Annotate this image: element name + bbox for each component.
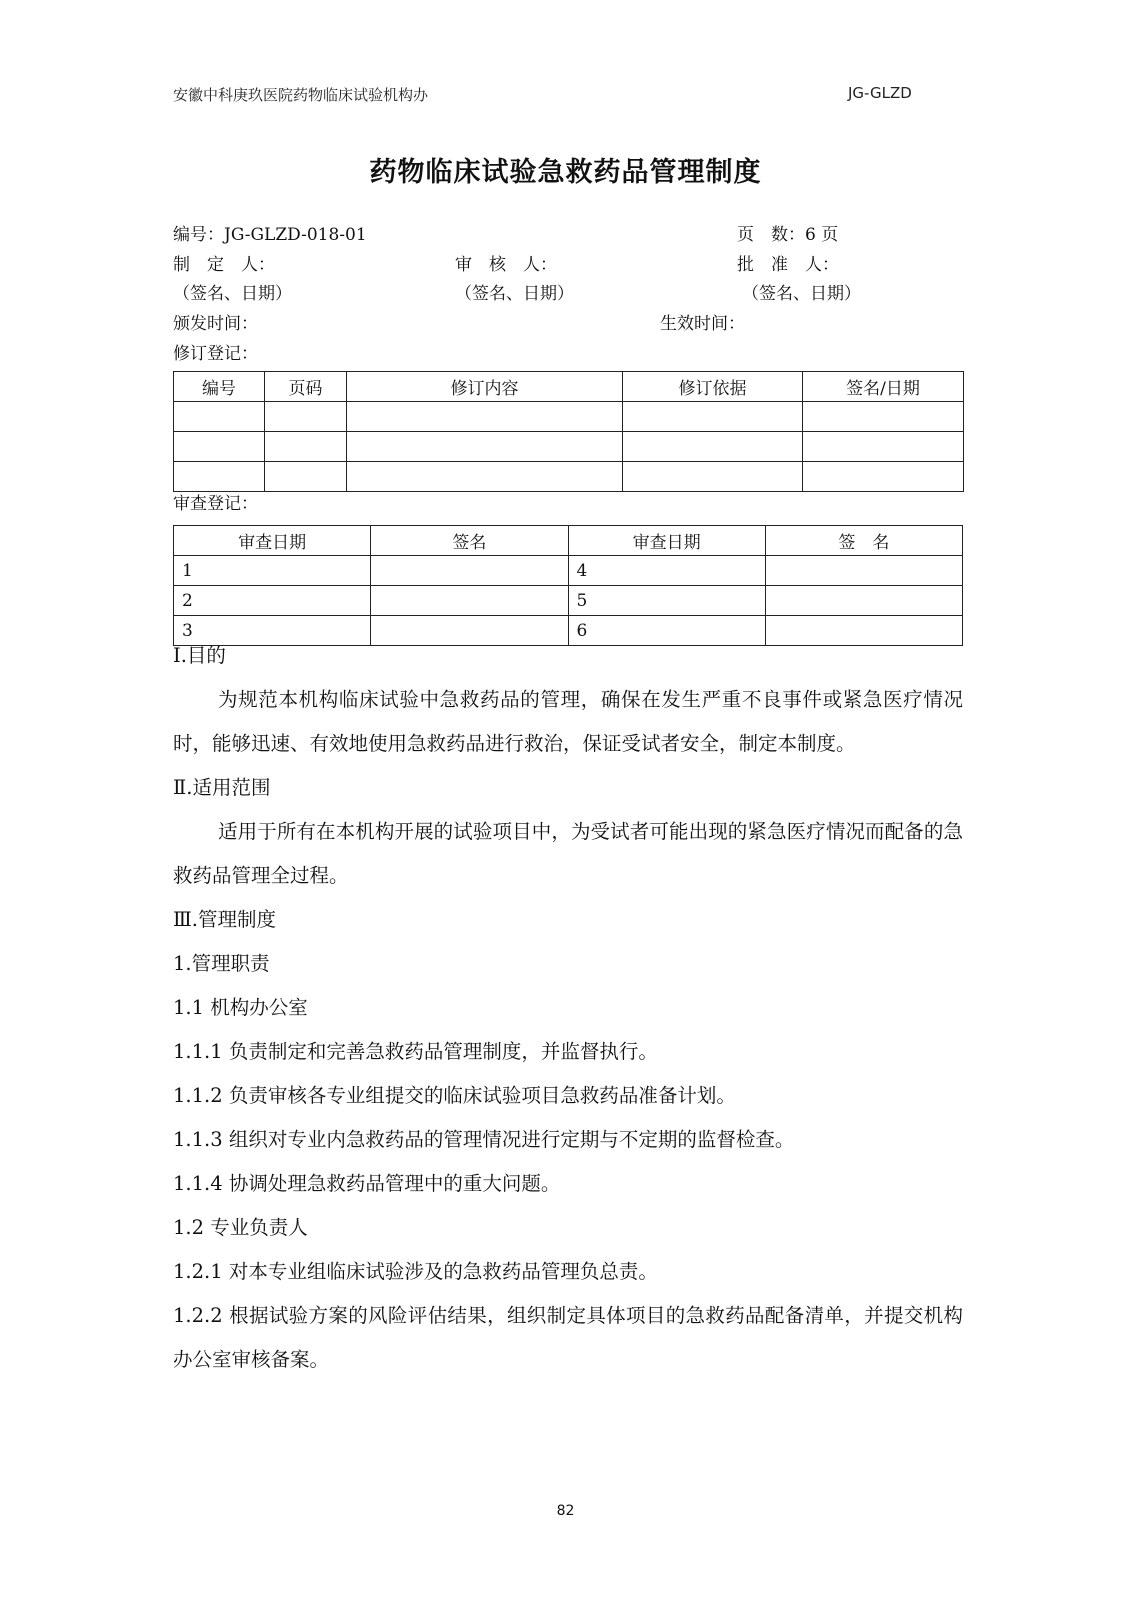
review-cell: 3 — [174, 616, 371, 646]
document-title: 药物临床试验急救药品管理制度 — [369, 157, 762, 188]
revision-header-row — [174, 372, 964, 402]
header-organization: 安徽中科庚玖医院药物临床试验机构办 — [173, 86, 429, 104]
revision-log-label: 修订登记： — [173, 344, 258, 364]
page-number: 82 — [556, 1503, 575, 1519]
approver-label: 批 准 人： — [737, 255, 839, 275]
sign-date-drafter: （签名、日期） — [173, 284, 292, 304]
document-body — [173, 634, 963, 1382]
review-col-sign-2: 签 名 — [765, 526, 962, 556]
table-row — [174, 586, 963, 616]
review-cell — [371, 586, 568, 616]
review-cell: 5 — [568, 586, 765, 616]
review-cell — [765, 586, 962, 616]
revision-col-page: 页码 — [265, 372, 347, 402]
clause-1-1-4: 1.1.4 协调处理急救药品管理中的重大问题。 — [173, 1172, 561, 1195]
section-purpose-text: 为规范本机构临床试验中急救药品的管理，确保在发生严重不良事件或紧急医疗情况时，能够迅速、有效地使用急救药品进行救治，保证受试者安全，制定本制度。 — [173, 688, 963, 755]
sign-date-approver: （签名、日期） — [742, 284, 861, 304]
review-header-row — [174, 526, 963, 556]
review-cell: 1 — [174, 556, 371, 586]
table-row — [174, 556, 963, 586]
doc-number: 编号：JG-GLZD-018-01 — [173, 225, 367, 245]
clause-1-1-2: 1.1.2 负责审核各专业组提交的临床试验项目急救药品准备计划。 — [173, 1084, 736, 1107]
header-doc-code: JG-GLZD — [848, 84, 912, 102]
issue-time-label: 颁发时间： — [173, 314, 258, 334]
review-cell: 2 — [174, 586, 371, 616]
section-scope-heading: Ⅱ.适用范围 — [173, 776, 271, 799]
effective-time-label: 生效时间： — [660, 314, 745, 334]
review-col-date-2: 审查日期 — [568, 526, 765, 556]
clause-1-1-1: 1.1.1 负责制定和完善急救药品管理制度，并监督执行。 — [173, 1040, 658, 1063]
table-row — [174, 462, 964, 492]
revision-col-content: 修订内容 — [347, 372, 623, 402]
table-row — [174, 402, 964, 432]
sign-date-reviewer: （签名、日期） — [455, 284, 574, 304]
review-cell: 6 — [568, 616, 765, 646]
revision-col-basis: 修订依据 — [623, 372, 803, 402]
section-purpose-heading: Ⅰ.目的 — [173, 644, 226, 667]
review-log-table — [173, 525, 963, 646]
revision-col-number: 编号 — [174, 372, 265, 402]
clause-1-2-2: 1.2.2 根据试验方案的风险评估结果，组织制定具体项目的急救药品配备清单，并提交机构办公室审核备案。 — [173, 1304, 963, 1371]
drafter-label: 制 定 人： — [173, 255, 275, 275]
section-scope-text: 适用于所有在本机构开展的试验项目中，为受试者可能出现的紧急医疗情况而配备的急救药品管理全过程。 — [173, 820, 963, 887]
review-log-label: 审查登记： — [173, 494, 258, 514]
review-cell: 4 — [568, 556, 765, 586]
clause-1-1-3: 1.1.3 组织对专业内急救药品的管理情况进行定期与不定期的监督检查。 — [173, 1128, 795, 1151]
clause-1-1: 1.1 机构办公室 — [173, 996, 308, 1019]
page-count: 页 数：6 页 — [737, 225, 839, 245]
clause-1-2: 1.2 专业负责人 — [173, 1216, 308, 1239]
clause-1-2-1: 1.2.1 对本专业组临床试验涉及的急救药品管理负总责。 — [173, 1260, 658, 1283]
revision-log-table — [173, 371, 964, 492]
table-row — [174, 432, 964, 462]
review-col-date-1: 审查日期 — [174, 526, 371, 556]
review-col-sign-1: 签名 — [371, 526, 568, 556]
reviewer-label: 审 核 人： — [455, 255, 557, 275]
review-cell — [371, 556, 568, 586]
review-cell — [765, 556, 962, 586]
revision-col-sign-date: 签名/日期 — [803, 372, 964, 402]
clause-1: 1.管理职责 — [173, 952, 270, 975]
section-management-heading: Ⅲ.管理制度 — [173, 908, 277, 931]
